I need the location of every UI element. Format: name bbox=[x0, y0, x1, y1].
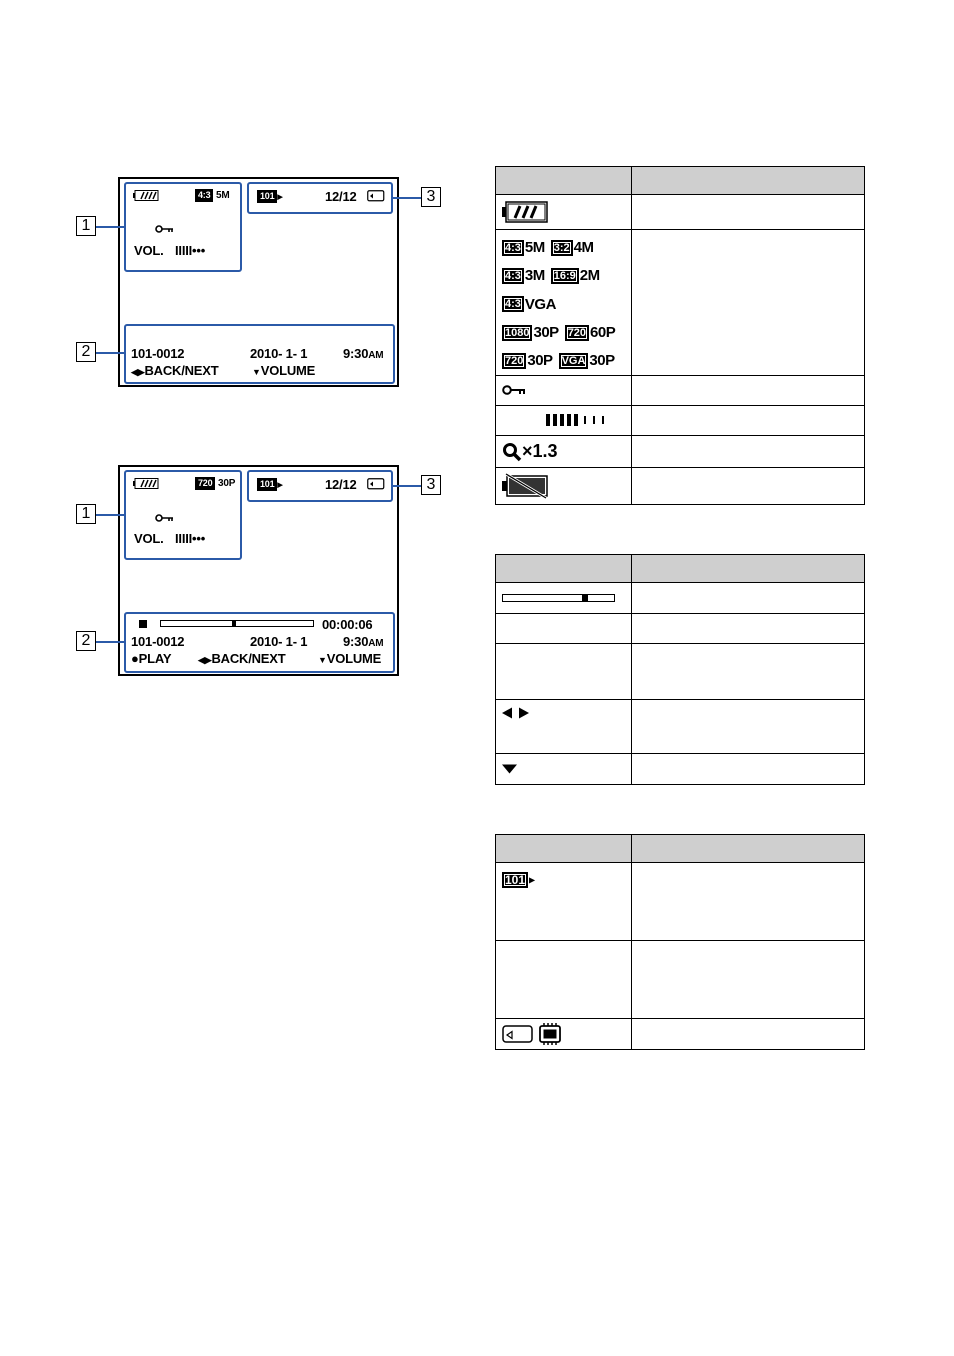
image-size-indicator bbox=[195, 477, 235, 490]
folder-badge: 101 bbox=[257, 190, 277, 203]
image-size-badge: 16:9 bbox=[551, 268, 579, 284]
memory-stick-icon bbox=[367, 190, 385, 202]
protect-key-icon bbox=[502, 384, 526, 396]
image-size-label: 30P bbox=[533, 323, 559, 341]
battery-icon bbox=[133, 190, 159, 201]
folder-badge: 101 bbox=[502, 872, 528, 888]
battery-icon bbox=[133, 478, 159, 489]
back-next-guide bbox=[131, 363, 219, 378]
down-arrow-icon: ▼ bbox=[252, 367, 261, 377]
table-row bbox=[496, 644, 865, 700]
table-header-row bbox=[496, 167, 865, 195]
volume-level-icon bbox=[546, 413, 608, 427]
recording-time bbox=[343, 346, 383, 361]
image-size-row bbox=[502, 234, 625, 262]
image-size-label: 3M bbox=[524, 267, 545, 285]
leader-1-still bbox=[96, 226, 124, 228]
image-size-item bbox=[502, 267, 545, 284]
image-size-badge: 4:3 bbox=[502, 268, 524, 284]
table-row bbox=[496, 406, 865, 436]
image-size-indicator bbox=[195, 189, 230, 202]
leader-2-movie bbox=[96, 641, 124, 643]
left-right-arrows-icon: ◀▶ bbox=[131, 367, 145, 377]
image-size-item bbox=[502, 324, 559, 341]
volume-guide bbox=[252, 363, 315, 378]
folder-indicator bbox=[257, 190, 283, 203]
image-size-badge: 1080 bbox=[502, 325, 532, 341]
image-size-item bbox=[551, 267, 600, 284]
folder-arrow-icon: ▶ bbox=[277, 194, 283, 202]
callout-1-still: 1 bbox=[76, 216, 96, 236]
table-row bbox=[496, 376, 865, 406]
protect-key-icon bbox=[155, 224, 175, 234]
image-size-badge: VGA bbox=[559, 353, 589, 369]
table-row bbox=[496, 195, 865, 230]
folder-badge: 101 bbox=[257, 478, 277, 491]
playback-progress-bar bbox=[160, 620, 314, 627]
zoom-scale-label: ×1.3 bbox=[522, 441, 558, 462]
time-ampm: AM bbox=[368, 638, 384, 649]
table-row bbox=[496, 1019, 865, 1050]
callout-1-movie: 1 bbox=[76, 504, 96, 524]
memory-stick-icon bbox=[367, 478, 385, 490]
leader-3-movie bbox=[393, 485, 421, 487]
volume-label: VOL. bbox=[134, 243, 164, 258]
image-size-item bbox=[559, 352, 615, 369]
volume-guide bbox=[318, 651, 381, 666]
image-counter: 12/12 bbox=[325, 477, 357, 492]
table-row bbox=[496, 468, 865, 505]
table-row bbox=[496, 614, 865, 644]
down-arrow-icon: ▼ bbox=[318, 655, 327, 665]
image-size-item bbox=[502, 352, 553, 369]
elapsed-time: 00:00:06 bbox=[322, 617, 373, 632]
image-size-list bbox=[502, 234, 625, 375]
volume-guide-label: VOLUME bbox=[260, 363, 316, 378]
image-size-badge: 720 bbox=[502, 353, 526, 369]
image-size-item bbox=[565, 324, 616, 341]
internal-memory-icon bbox=[538, 1023, 562, 1045]
image-size-label: VGA bbox=[524, 295, 556, 313]
zoom-magnifier-icon bbox=[502, 442, 522, 462]
playback-position-marker bbox=[232, 621, 236, 626]
left-right-arrows-icon bbox=[502, 707, 530, 719]
callout-3-movie: 3 bbox=[421, 475, 441, 495]
volume-bars: IIIII••• bbox=[175, 243, 206, 258]
memory-stick-icon bbox=[502, 1024, 534, 1044]
movie-playback-screen bbox=[118, 465, 399, 676]
size-label: 30P bbox=[218, 478, 236, 490]
recording-date: 2010- 1- 1 bbox=[250, 346, 308, 361]
back-next-label: BACK/NEXT bbox=[211, 651, 286, 666]
volume-label: VOL. bbox=[134, 531, 164, 546]
image-size-row bbox=[502, 262, 625, 290]
image-size-item bbox=[502, 296, 556, 313]
play-guide bbox=[131, 651, 171, 666]
table-header-row bbox=[496, 555, 865, 583]
display-table-3 bbox=[495, 834, 865, 1050]
still-playback-screen bbox=[118, 177, 399, 387]
size-label: 5M bbox=[216, 190, 230, 202]
display-table-2 bbox=[495, 554, 865, 785]
time-ampm: AM bbox=[368, 350, 384, 361]
down-arrow-icon bbox=[502, 764, 518, 774]
table-row bbox=[496, 863, 865, 941]
play-label: PLAY bbox=[138, 651, 172, 666]
image-size-label: 5M bbox=[524, 239, 545, 256]
time-value: 9:30 bbox=[343, 634, 369, 649]
table-row bbox=[496, 230, 865, 376]
protect-key-icon bbox=[155, 513, 175, 523]
image-size-label: 30P bbox=[527, 351, 553, 369]
image-counter: 12/12 bbox=[325, 189, 357, 204]
time-value: 9:30 bbox=[343, 346, 369, 361]
image-size-row bbox=[502, 319, 625, 347]
leader-2-still bbox=[96, 352, 124, 354]
callout-2-movie: 2 bbox=[76, 631, 96, 651]
image-size-row bbox=[502, 290, 625, 318]
table-row bbox=[496, 436, 865, 468]
leader-3-still bbox=[393, 197, 421, 199]
image-size-badge: 720 bbox=[565, 325, 589, 341]
folder-indicator bbox=[257, 478, 283, 491]
image-size-row bbox=[502, 347, 625, 375]
recording-time bbox=[343, 634, 383, 649]
battery-empty-icon bbox=[502, 473, 550, 499]
leader-1-movie bbox=[96, 514, 124, 516]
volume-bars: IIIII••• bbox=[175, 531, 206, 546]
callout-2-still: 2 bbox=[76, 342, 96, 362]
folder-arrow-icon: ▶ bbox=[277, 482, 283, 490]
display-table-1 bbox=[495, 166, 865, 505]
playback-bar-icon bbox=[502, 593, 616, 603]
image-size-item bbox=[502, 239, 545, 256]
image-size-badge: 3:2 bbox=[551, 240, 573, 256]
image-size-label: 60P bbox=[590, 323, 616, 341]
volume-guide-label: VOLUME bbox=[326, 651, 382, 666]
stop-icon bbox=[139, 620, 147, 628]
callout-3-still: 3 bbox=[421, 187, 441, 207]
image-size-badge: 4:3 bbox=[502, 296, 524, 312]
back-next-label: BACK/NEXT bbox=[144, 363, 219, 378]
image-size-label: 2M bbox=[579, 267, 600, 285]
image-size-badge: 4:3 bbox=[502, 240, 524, 256]
play-dot-icon: ● bbox=[131, 651, 139, 666]
size-badge: 720 bbox=[195, 477, 215, 490]
folder-arrow-icon: ▶ bbox=[529, 875, 536, 885]
left-right-arrows-icon: ◀▶ bbox=[198, 655, 212, 665]
table-header-row bbox=[496, 835, 865, 863]
table-row bbox=[496, 941, 865, 1019]
file-number: 101-0012 bbox=[131, 634, 185, 649]
recording-date: 2010- 1- 1 bbox=[250, 634, 308, 649]
table-row bbox=[496, 583, 865, 614]
size-badge: 4:3 bbox=[195, 189, 213, 202]
table-row bbox=[496, 700, 865, 754]
image-size-item bbox=[551, 239, 594, 256]
image-size-label: 30P bbox=[589, 351, 615, 369]
file-number: 101-0012 bbox=[131, 346, 185, 361]
image-size-label: 4M bbox=[573, 239, 594, 256]
back-next-guide bbox=[198, 651, 286, 666]
battery-remaining-icon bbox=[502, 201, 548, 223]
table-row bbox=[496, 754, 865, 785]
